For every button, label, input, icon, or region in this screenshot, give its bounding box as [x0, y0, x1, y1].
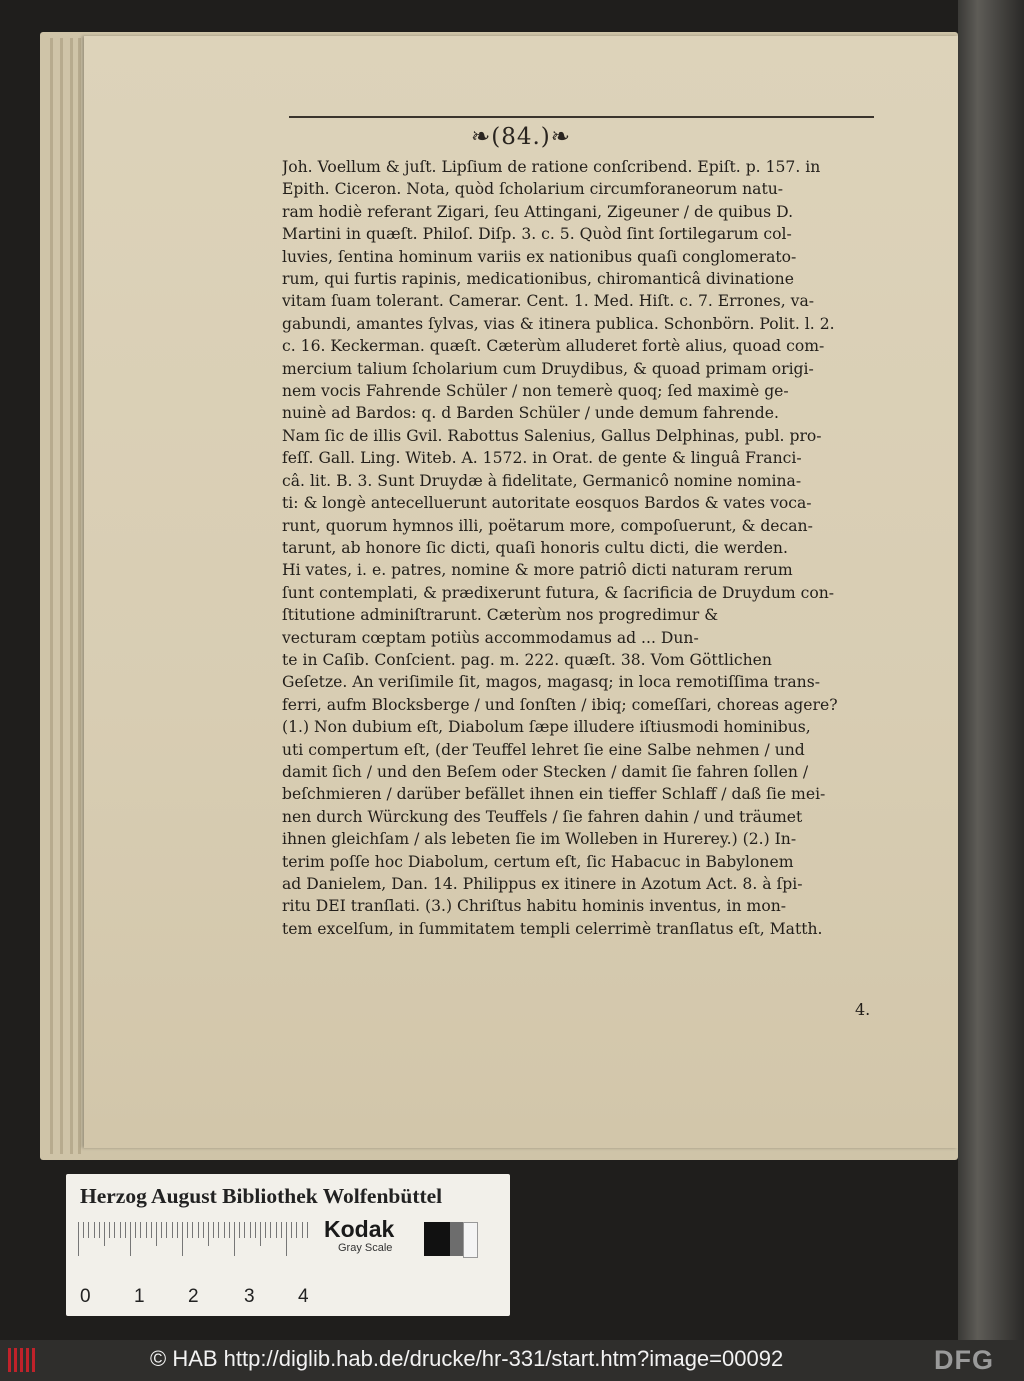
book-edge	[958, 0, 1024, 1340]
ruler-tick	[130, 1222, 131, 1256]
ruler-tick	[307, 1222, 308, 1238]
text-line: (1.) Non dubium eſt, Diabolum ſæpe illudere iſtiusmodi hominibus,	[282, 718, 811, 737]
text-line: gabundi, amantes ſylvas, vias & itinera publica. Schonbörn. Polit. l. 2.	[282, 314, 835, 333]
ruler-tick	[114, 1222, 115, 1238]
ruler-tick	[291, 1222, 292, 1238]
ruler-number: 3	[244, 1286, 255, 1307]
ruler-tick	[146, 1222, 147, 1238]
ruler-tick	[265, 1222, 266, 1238]
leaf-edge	[50, 38, 53, 1154]
ruler-tick	[203, 1222, 204, 1238]
ruler-scale	[78, 1222, 308, 1256]
text-line: vitam ſuam tolerant. Camerar. Cent. 1. Med. Hiſt. c. 7. Errones, va-	[282, 292, 815, 311]
ruler-tick	[125, 1222, 126, 1238]
ruler-tick	[239, 1222, 240, 1238]
text-line: mercium talium ſcholarium cum Druydibus, & quoad primam origi-	[282, 359, 814, 378]
ruler-tick	[276, 1222, 277, 1238]
text-line: runt, quorum hymnos illi, poëtarum more, compoſuerunt, & decan-	[282, 516, 813, 535]
ruler-tick	[224, 1222, 225, 1238]
text-line: ihnen gleichſam / als lebeten ſie im Wolleben in Hurerey.) (2.) In-	[282, 830, 797, 849]
text-line: ritu DEI tranſlati. (3.) Chriſtus habitu hominis inventus, in mon-	[282, 897, 787, 916]
ruler-tick	[120, 1222, 121, 1238]
ruler-tick	[109, 1222, 110, 1238]
ruler-tick	[229, 1222, 230, 1238]
text-line: rum, qui furtis rapinis, medicationibus, chiromanticâ divinatione	[282, 270, 794, 289]
text-line: Hi vates, i. e. patres, nomine & more patriô dicti naturam rerum	[282, 561, 793, 580]
gray-scale-label: Gray Scale	[338, 1242, 393, 1254]
text-line: luvies, ſentina hominum variis ex nationibus quaſi conglomerato-	[282, 247, 797, 266]
ruler-tick	[78, 1222, 79, 1256]
library-label	[66, 1174, 510, 1316]
dfg-logo-icon: DFG	[934, 1345, 994, 1375]
library-name: Herzog August Bibliothek Wolfenbüttel	[80, 1184, 443, 1208]
ruler-number: 1	[134, 1286, 145, 1307]
text-line: Geſetze. An veriſimile ſit, magos, magasq; in loca remotiſſima trans-	[282, 673, 820, 692]
text-line: tarunt, ab honore ſic dicti, quaſi honoris cultu dicti, die werden.	[282, 538, 788, 557]
ruler-tick	[260, 1222, 261, 1246]
text-line: nuinè ad Bardos: q. d Barden Schüler / unde demum fahrende.	[282, 404, 779, 423]
catchword: 4.	[855, 1000, 871, 1019]
text-line: Martini in quæſt. Philoſ. Diſp. 3. c. 5. Quòd ſint ſortilegarum col-	[282, 225, 792, 244]
swatch	[450, 1222, 463, 1256]
ruler-number: 0	[80, 1286, 91, 1307]
text-line: terim poſſe hoc Diabolum, certum eſt, ſic Habacuc in Babylonem	[282, 852, 794, 871]
ruler-tick	[244, 1222, 245, 1238]
ruler-tick	[281, 1222, 282, 1238]
text-line: Joh. Voellum & juſt. Lipſium de ratione conſcribend. Epiſt. p. 157. in	[282, 158, 821, 176]
ruler-tick	[177, 1222, 178, 1238]
ruler-tick	[218, 1222, 219, 1238]
text-line: Nam ſic de illis Gvil. Rabottus Salenius, Gallus Delphinas, publ. pro-	[282, 426, 822, 445]
ruler-tick	[156, 1222, 157, 1246]
ruler-tick	[250, 1222, 251, 1238]
ruler-tick	[198, 1222, 199, 1238]
ruler-tick	[88, 1222, 89, 1238]
ruler-tick	[192, 1222, 193, 1238]
ruler-tick	[296, 1222, 297, 1238]
text-line: tem excelſum, in ſummitatem templi celerrimè tranſlatus eſt, Matth.	[282, 919, 823, 938]
header-rule	[289, 116, 874, 118]
ruler-tick	[99, 1222, 100, 1238]
leaf-edge	[78, 38, 81, 1154]
page-text	[282, 156, 896, 940]
text-line: feſſ. Gall. Ling. Witeb. A. 1572. in Orat. de gente & linguâ Franci-	[282, 449, 802, 468]
hab-logo-icon	[8, 1348, 36, 1372]
copyright-link[interactable]: © HAB http://diglib.hab.de/drucke/hr-331/start.htm?image=00092	[150, 1346, 784, 1371]
text-line: ſunt contemplati, & prædixerunt futura, & ſacrificia de Druydum con-	[282, 583, 835, 602]
swatch	[424, 1222, 437, 1256]
ruler-number: 4	[298, 1286, 309, 1307]
kodak-brand: Kodak	[324, 1216, 395, 1242]
ruler-tick	[182, 1222, 183, 1256]
text-line: Epith. Ciceron. Nota, quòd ſcholarium circumforaneorum natu-	[282, 180, 784, 199]
ruler-numbers	[74, 1286, 314, 1308]
text-line: nen durch Würckung des Teuffels / ſie fahren dahin / und träumet	[282, 807, 803, 826]
ruler-tick	[94, 1222, 95, 1238]
ruler-tick	[161, 1222, 162, 1238]
text-line: nem vocis Fahrende Schüler / non temerè quoq; ſed maximè ge-	[282, 382, 789, 401]
text-line: ferri, aufm Blocksberge / und ſonſten / ibiq; comeſſari, choreas agere?	[282, 695, 838, 714]
ruler-tick	[286, 1222, 287, 1256]
gray-swatches	[424, 1222, 478, 1256]
ruler-tick	[255, 1222, 256, 1238]
text-line: ad Danielem, Dan. 14. Philippus ex itinere in Azotum Act. 8. à ſpi-	[282, 875, 803, 893]
text-line: ti: & longè antecelluerunt autoritate eosquos Bardos & vates voca-	[282, 494, 812, 513]
ruler-tick	[172, 1222, 173, 1238]
ruler-tick	[140, 1222, 141, 1238]
ruler-tick	[187, 1222, 188, 1238]
text-line: ram hodiè referant Zigari, ſeu Attingani, Zigeuner / de quibus D.	[282, 202, 794, 221]
text-line: c. 16. Keckerman. quæſt. Cæterùm alluderet fortè alius, quoad com-	[282, 337, 825, 356]
text-line: te in Caſib. Conſcient. pag. m. 222. quæſt. 38. Vom Göttlichen	[282, 650, 772, 669]
ruler-tick	[302, 1222, 303, 1238]
ruler-tick	[166, 1222, 167, 1238]
text-line: beſchmieren / darüber befället ihnen ein tieffer Schlaff / daß ſie mei-	[282, 785, 826, 804]
ruler-tick	[83, 1222, 84, 1238]
leaf-edge	[70, 38, 73, 1154]
ruler-tick	[104, 1222, 105, 1246]
text-line: ſtitutione adminiſtrarunt. Cæterùm nos progredimur &	[282, 606, 719, 625]
page-header: ❧(84.)❧	[470, 124, 572, 150]
ruler-tick	[234, 1222, 235, 1256]
ruler-tick	[151, 1222, 152, 1238]
ruler-tick	[270, 1222, 271, 1238]
ruler-number: 2	[188, 1286, 199, 1307]
ruler-tick	[135, 1222, 136, 1238]
leaf-edge	[60, 38, 63, 1154]
text-line: damit ſich / und den Beſem oder Stecken / damit ſie fahren ſollen /	[282, 762, 809, 781]
swatch	[437, 1222, 450, 1256]
swatch	[463, 1222, 478, 1258]
ruler-tick	[208, 1222, 209, 1246]
text-line: vecturam cœptam potiùs accommodamus ad ... Dun-	[282, 628, 699, 647]
text-line: uti compertum eſt, (der Teuffel lehret ſie eine Salbe nehmen / und	[282, 740, 805, 759]
footer-bar	[0, 1340, 1024, 1381]
text-line: câ. lit. B. 3. Sunt Druydæ à fidelitate, Germanicô nomine nomina-	[282, 471, 802, 490]
ruler-tick	[213, 1222, 214, 1238]
